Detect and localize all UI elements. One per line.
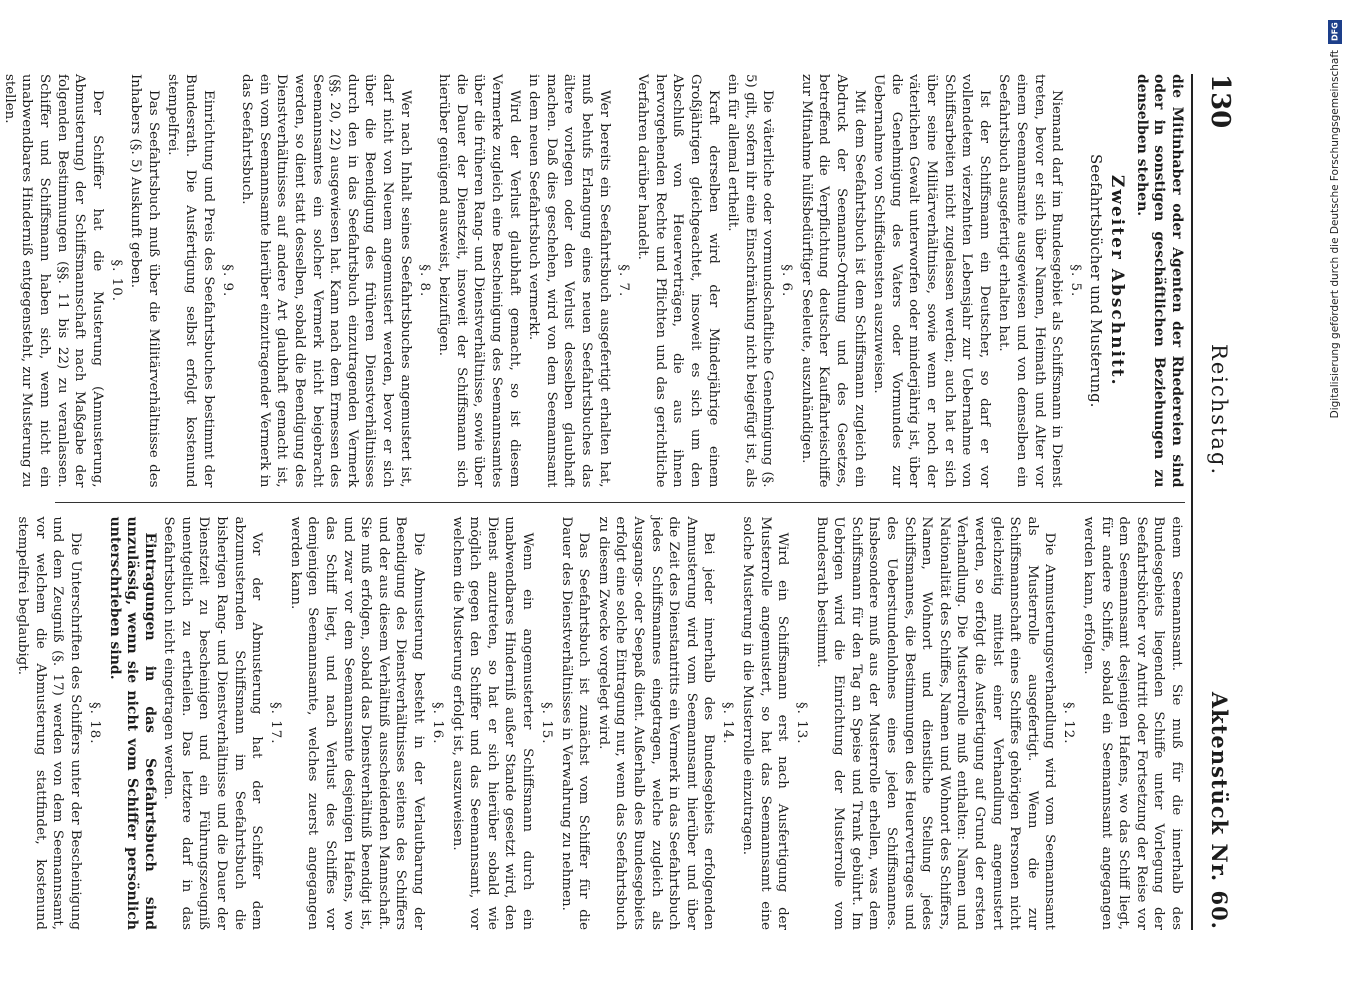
document-number: Aktenstück Nr. 60. xyxy=(1207,691,1232,930)
right-column xyxy=(15,502,1185,931)
paragraph: Vor der Abmusterung hat der Schiffer dem abzumusternden Schiffsmann im Seefahrtsbuch die bisherigen Rang- und Dienstverhältnisse und die Dauer der Dienstzeit zu bescheinigen und ein Führungszeugniß unentgeltlich zu ertheilen. Das letztere darf in das Seefahrtsbuch nicht eingetragen werden. xyxy=(161,516,265,930)
paragraph: Mit dem Seefahrtsbuch ist dem Schiffsmann zugleich ein Abdruck der Seemanns-Ordnung und des Gesetzes, betreffend die Verpflichtung deutscher Kauffahrteischiffe zur Mitnahme hülfsbedürftiger Seeleute, auszuhändigen. xyxy=(798,74,867,488)
page-number: 130 xyxy=(1205,74,1235,129)
section-heading: §. 9. xyxy=(219,264,235,298)
paragraph: Ist der Schiffsmann ein Deutscher, so darf er vor vollendetem vierzehnten Lebensjahr zur Uebernahme von Schiffsarbeiten nicht zugelassen werden; auch hat er sich über seine Militärverhältnisse, sowie wenn er noch der väterlichen Gewalt unterworfen oder minderjährig ist, über die Genehmigung des Vaters oder Vormundes zur Uebernahme von Schiffsdiensten auszuweisen. xyxy=(871,74,992,488)
section-heading: §. 7. xyxy=(615,264,631,298)
paragraph: Bei jeder innerhalb des Bundesgebiets erfolgenden Anmusterung wird vom Seemannsamt hierüber und über die Zeit des Dienstantritts ein Vermerk in das Seefahrtsbuch jedes Schiffsmannes eingetragen, welche zugleich als Ausgangs- oder Seepaß dient. Außerhalb des Bundesgebiets erfolgt eine solche Eintragung nur, wenn das Seefahrtsbuch zu diesem Zwecke vorgelegt wird. xyxy=(595,516,717,930)
paragraph: Wenn ein angemusterter Schiffsmann durch ein unabwendbares Hinderniß außer Stande gesetzt wird, den Dienst anzutreten, so hat er sich hierüber sobald wie möglich gegen den Schiffer und das Seemannsamt, vor welchem die Musterung erfolgt ist, auszuweisen. xyxy=(449,516,535,930)
paragraph: Das Seefahrtsbuch muß über die Militärverhältnisse des Inhabers (§. 5) Auskunft geben. xyxy=(128,74,161,488)
paragraph: Kraft derselben wird der Minderjährige einem Großjährigen gleichgeachtet, insoweit es sich um den Abschluß von Heuerverträgen, die aus ihnen hervorgehenden Rechte und Pflichten und das gerichtliche Verfahren darüber handelt. xyxy=(635,74,721,488)
paragraph: Die Anmusterungsverhandlung wird vom Seemannsamt als Musterrolle ausgefertigt. Wenn die zur Schiffsmannschaft eines Schiffes gehörigen Personen nicht gleichzeitig mittelst einer Verhandlung angemustert werden, so erfolgt die Ausfertigung auf Grund der ersten Verhandlung. Die Musterrolle muß enthalten: Namen und Nationalität des Schiffes, Namen und Wohnort des Schiffers, Namen, Wohnort und dienstliche Stellung jedes Schiffsmannes, die Bestimmungen des Heuervertrages und des Ueberstundenlohnes eines jeden Schiffsmannes. Insbesondere muß aus der Musterrolle erhellen, was dem Schiffsmann für den Tag an Speise und Trank gebührt. Im Uebrigen wird die Einrichtung der Musterrolle vom Bundesrath bestimmt. xyxy=(813,516,1058,930)
dfg-logo: DFG xyxy=(1328,20,1342,44)
section-heading: §. 15. xyxy=(539,701,554,745)
section-heading: §. 13. xyxy=(794,701,810,745)
paragraph: Wer nach Inhalt seines Seefahrtsbuches angemustert ist, darf nicht von Neuem angemustert werden, bevor er sich über die Beendigung des früheren Dienstverhältnisses durch den in das Seefahrtsbuch einzutragenden Vermerk (§§. 20, 22) ausgewiesen hat. Kann nach dem Ermessen des Seemannsamtes ein solcher Vermerk nicht beigebracht werden, so dient statt desselben, sobald die Beendigung des Dienstverhältnisses auf andere Art glaubhaft gemacht ist, ein vom Seemannsamte hierüber einzutragender Vermerk in das Seefahrtsbuch. xyxy=(239,74,413,488)
paragraph: Der Schiffer hat die Musterung (Anmusterung, Abmusterung) der Schiffsmannschaft nach Maßgabe der folgenden Bestimmungen (§§. 11 bis 22) zu veranlassen. Schiffer und Schiffsmann haben sich, wenn nicht ein unabwendbares Hinderniß entgegensteht, zur Musterung zu stellen. xyxy=(1,74,105,488)
text-columns xyxy=(1,74,1185,930)
paragraph: Die Abmusterung besteht in der Verlautbarung der Beendigung des Dienstverhältnisses seitens des Schiffers und der aus diesem Verhältniß ausscheidenden Mannschaft. Sie muß erfolgen, sobald das Dienstverhältniß beendigt ist, und zwar vor dem Seemannsamte desjenigen Hafens, wo das Schiff liegt, und nach Verlust des Schiffes vor demjenigen Seemannsamte, welches zuerst angegangen werden kann. xyxy=(287,516,427,930)
header-rule xyxy=(1191,74,1193,930)
paragraph: Wird ein Schiffsmann erst nach Ausfertigung der Musterrolle angemustert, so hat das Seemannsamt eine solche Musterung in die Musterrolle einzutragen. xyxy=(739,516,791,930)
paragraph: die Mitinhaber oder Agenten der Rhedereien sind oder in sonstigen geschäftlichen Beziehungen zu denselben stehen. xyxy=(1133,74,1185,488)
section-heading: §. 12. xyxy=(1061,701,1077,745)
paragraph: Das Seefahrtsbuch ist zunächst vom Schiffer für die Dauer des Dienstverhältnisses in Verwahrung zu nehmen. xyxy=(558,516,592,930)
left-column xyxy=(1,74,1185,502)
dfg-margin-note xyxy=(1318,20,1352,980)
chapter-subtitle: Seefahrtsbücher und Musterung. xyxy=(1087,154,1106,408)
paragraph: Wird der Verlust glaubhaft gemacht, so ist diesem Vermerke zugleich eine Bescheinigung des Seemannsamtes über die früheren Rang- und Dienstverhältnisse, sowie über die Dauer der Dienstzeit, insoweit der Schiffsmann sich hierüber genügend ausweist, beizufügen. xyxy=(436,74,522,488)
section-heading: §. 17. xyxy=(268,701,284,745)
paragraph: Die Unterschriften des Schiffers unter der Bescheinigung und dem Zeugniß (§. 17) werden von dem Seemannsamt, vor welchem die Abmusterung stattfindet, kostenund stempelfrei beglaubigt. xyxy=(15,516,83,930)
paragraph: Wer bereits ein Seefahrtsbuch ausgefertigt erhalten hat, muß behufs Erlangung eines neuen Seefahrtsbuches das ältere vorlegen oder den Verlust desselben glaubhaft machen. Daß dies geschehen, wird von dem Seemannsamt in dem neuen Seefahrtsbuch vermerkt. xyxy=(526,74,612,488)
section-heading: §. 6. xyxy=(779,264,795,298)
paragraph: einem Seemannsamt. Sie muß für die innerhalb des Bundesgebiets liegenden Schiffe unter Vorlegung der Seefahrtsbücher vor Antritt oder Fortsetzung der Reise vor dem Seemannsamt desjenigen Hafens, wo das Schiff liegt, für andere Schiffe, sobald ein Seemannsamt angegangen werden kann, erfolgen. xyxy=(1081,516,1184,930)
chapter-title: Zweiter Abschnitt. xyxy=(1107,174,1128,387)
section-heading: §. 14. xyxy=(720,701,736,745)
section-heading: §. 16. xyxy=(430,701,446,745)
section-heading: §. 10. xyxy=(108,259,124,302)
section-heading: §. 5. xyxy=(1068,264,1084,298)
paragraph: Einrichtung und Preis des Seefahrtsbuches bestimmt der Bundesrath. Die Ausfertigung selbst erfolgt kostenund stempelfrei. xyxy=(165,74,216,488)
paragraph: Niemand darf im Bundesgebiet als Schiffsmann in Dienst treten, bevor er sich über Namen, Heimath und Alter vor einem Seemannsamte ausgewiesen und von demselben ein Seefahrtsbuch ausgefertigt erhalten hat. xyxy=(996,74,1065,488)
running-title: Reichstag. xyxy=(1207,344,1231,477)
section-heading: §. 8. xyxy=(416,264,432,298)
section-heading: §. 18. xyxy=(86,701,102,745)
dfg-funding-note: Digitalisierung gefördert durch die Deutsche Forschungsgemeinschaft xyxy=(1329,50,1341,419)
paragraph: Eintragungen in das Seefahrtsbuch sind unzulässig, wenn sie nicht vom Schiffer persönlich unterschrieben sind. xyxy=(106,516,158,930)
page-header xyxy=(1195,74,1235,930)
paragraph: Die väterliche oder vormundschaftliche Genehmigung (§. 5) gilt, sofern ihr eine Einschränkung nicht beigefügt ist, als ein für allemal ertheilt. xyxy=(725,74,776,488)
